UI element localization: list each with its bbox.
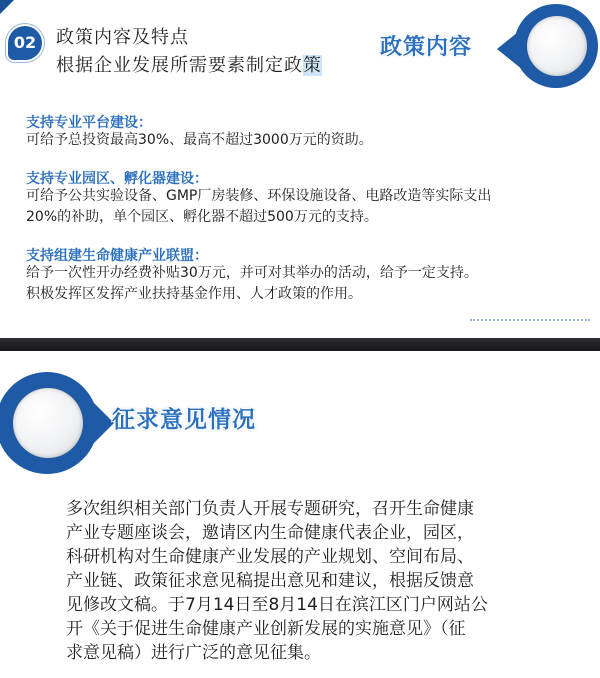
header-line-2-text: 根据企业发展所需要素制定政 <box>56 55 303 76</box>
section-number: 02 <box>13 33 37 52</box>
circle-button-icon <box>527 16 587 76</box>
circle-button-icon <box>13 388 83 458</box>
feedback-panel <box>0 351 600 678</box>
section-line: 积极发挥区发挥产业扶持基金作用、人才政策的作用。 <box>26 286 362 302</box>
section-body-park-incubator <box>26 186 491 228</box>
header-line-1: 政策内容及特点 <box>56 27 189 48</box>
corner-decoration <box>0 0 14 14</box>
paragraph-line: 产业链、政策征求意见稿提出意见和建议，根据反馈意 <box>66 571 474 591</box>
section-number-badge <box>8 26 42 60</box>
policy-content-panel <box>0 0 600 338</box>
section-body-alliance <box>26 263 478 305</box>
dotted-divider <box>470 319 590 321</box>
section-line: 可给予公共实验设备、GMP厂房装修、环保设施设备、电路改造等实际支出 <box>26 188 492 204</box>
paragraph-line: 开《关于促进生命健康产业创新发展的实施意见》（征 <box>66 619 466 639</box>
header-line-2-highlight: 策 <box>303 55 322 76</box>
feedback-paragraph <box>66 497 546 665</box>
section-body-platform <box>26 130 373 151</box>
feedback-title: 征求意见情况 <box>112 407 256 433</box>
paragraph-line: 见修改文稿。于7月14日至8月14日在滨江区门户网站公 <box>66 595 488 615</box>
section-line: 可给予总投资最高30%、最高不超过3000万元的资助。 <box>26 132 373 148</box>
section-line: 给予一次性开办经费补贴30万元，并可对其举办的活动，给予一定支持。 <box>26 265 478 281</box>
section-title-park-incubator: 支持专业园区、孵化器建设： <box>26 171 208 187</box>
paragraph-line: 科研机构对生命健康产业发展的产业规划、空间布局、 <box>66 547 474 567</box>
slide-divider <box>0 338 600 351</box>
arrow-right-icon <box>92 401 114 445</box>
section-line: 20%的补助，单个园区、孵化器不超过500万元的支持。 <box>26 209 378 225</box>
paragraph-line: 多次组织相关部门负责人开展专题研究，召开生命健康 <box>66 499 474 519</box>
policy-content-title: 政策内容 <box>380 35 473 60</box>
paragraph-line: 产业专题座谈会，邀请区内生命健康代表企业，园区， <box>66 523 474 543</box>
paragraph-line: 求意见稿）进行广泛的意见征集。 <box>66 643 321 663</box>
header-line-2 <box>56 51 322 77</box>
section-title-alliance: 支持组建生命健康产业联盟： <box>26 248 208 264</box>
section-title-platform: 支持专业平台建设： <box>26 115 152 131</box>
